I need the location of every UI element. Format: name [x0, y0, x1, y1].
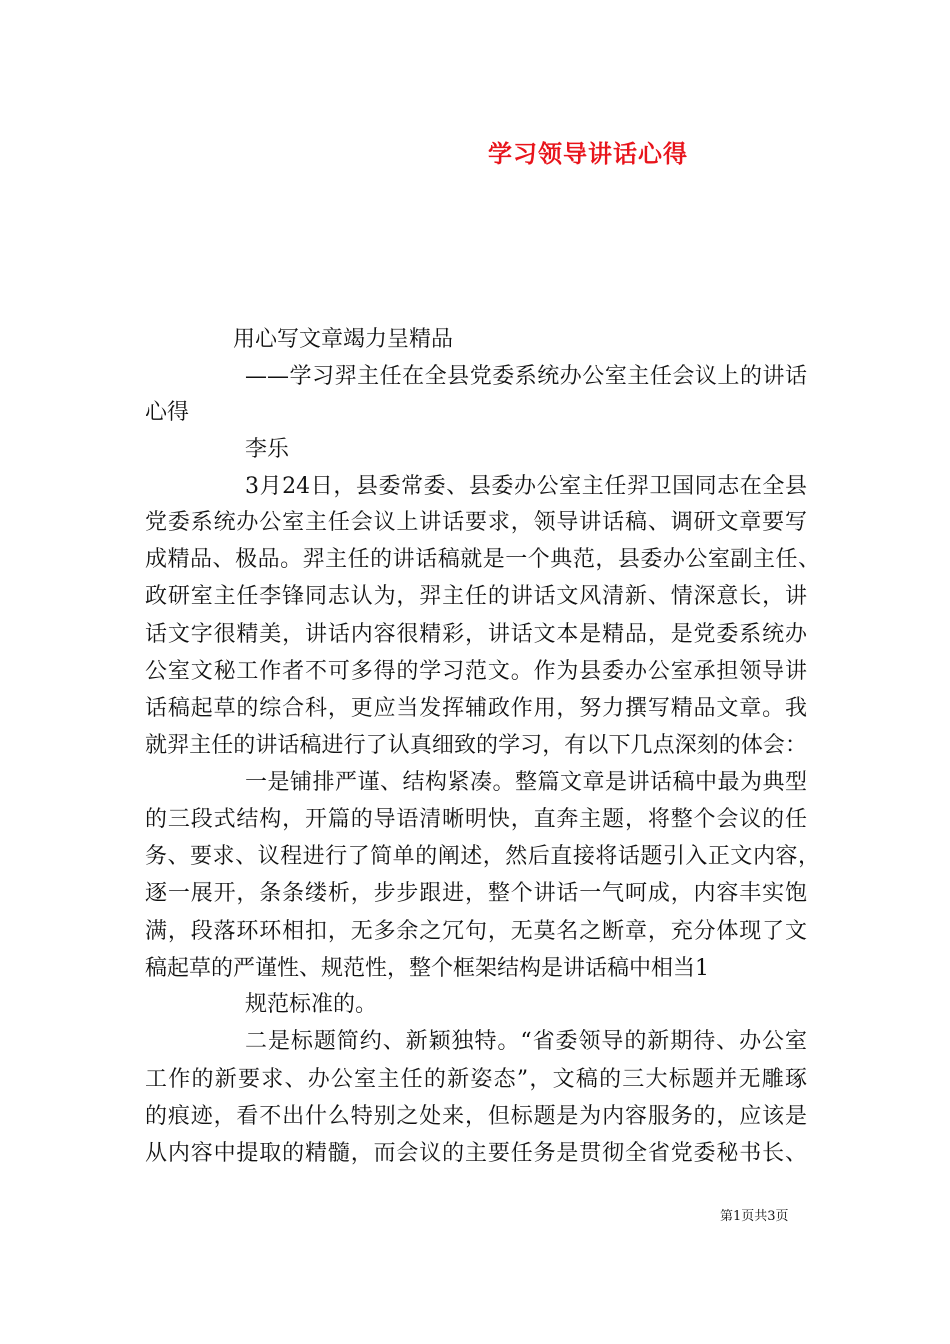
body-line: 就羿主任的讲话稿进行了认真细致的学习，有以下几点深刻的体会： — [145, 733, 807, 758]
document-title: 学习领导讲话心得 — [488, 139, 688, 168]
body-line: 工作的新要求、办公室主任的新姿态”，文稿的三大标题并无雕琢 — [145, 1067, 807, 1092]
body-line: 一是铺排严谨、结构紧凑。整篇文章是讲话稿中最为典型 — [245, 770, 807, 795]
body-line: 规范标准的。 — [245, 992, 378, 1017]
article-subheading: ——学习羿主任在全县党委系统办公室主任会议上的讲话 — [245, 364, 807, 389]
body-line: 稿起草的严谨性、规范性，整个框架结构是讲话稿中相当1 — [145, 956, 709, 981]
body-line: 满，段落环环相扣，无多余之冗句，无莫名之断章，充分体现了文 — [145, 919, 807, 944]
body-line: 3月24日，县委常委、县委办公室主任羿卫国同志在全县 — [245, 474, 807, 499]
body-line: 的三段式结构，开篇的导语清晰明快，直奔主题，将整个会议的任 — [145, 807, 807, 832]
body-line: 政研室主任李锋同志认为，羿主任的讲话文风清新、情深意长，讲 — [145, 584, 807, 609]
body-line: 逐一展开，条条缕析，步步跟进，整个讲话一气呵成，内容丰实饱 — [145, 881, 807, 906]
body-line: 务、要求、议程进行了简单的阐述，然后直接将话题引入正文内容， — [145, 844, 820, 869]
article-heading: 用心写文章竭力呈精品 — [233, 327, 454, 352]
page-number: 第1页共3页 — [720, 1209, 789, 1224]
article-subheading-cont: 心得 — [145, 400, 190, 425]
body-line: 公室文秘工作者不可多得的学习范文。作为县委办公室承担领导讲 — [145, 659, 807, 684]
body-line: 话稿起草的综合科，更应当发挥辅政作用，努力撰写精品文章。我 — [145, 696, 807, 721]
author-name: 李乐 — [245, 437, 290, 462]
body-line: 的痕迹，看不出什么特别之处来，但标题是为内容服务的，应该是 — [145, 1104, 807, 1129]
body-line: 二是标题简约、新颖独特。“省委领导的新期待、办公室 — [245, 1029, 807, 1054]
body-line: 成精品、极品。羿主任的讲话稿就是一个典范，县委办公室副主任、 — [145, 547, 820, 572]
body-line: 党委系统办公室主任会议上讲话要求，领导讲话稿、调研文章要写 — [145, 510, 807, 535]
body-line: 从内容中提取的精髓，而会议的主要任务是贯彻全省党委秘书长、 — [145, 1141, 807, 1166]
body-line: 话文字很精美，讲话内容很精彩，讲话文本是精品，是党委系统办 — [145, 622, 807, 647]
